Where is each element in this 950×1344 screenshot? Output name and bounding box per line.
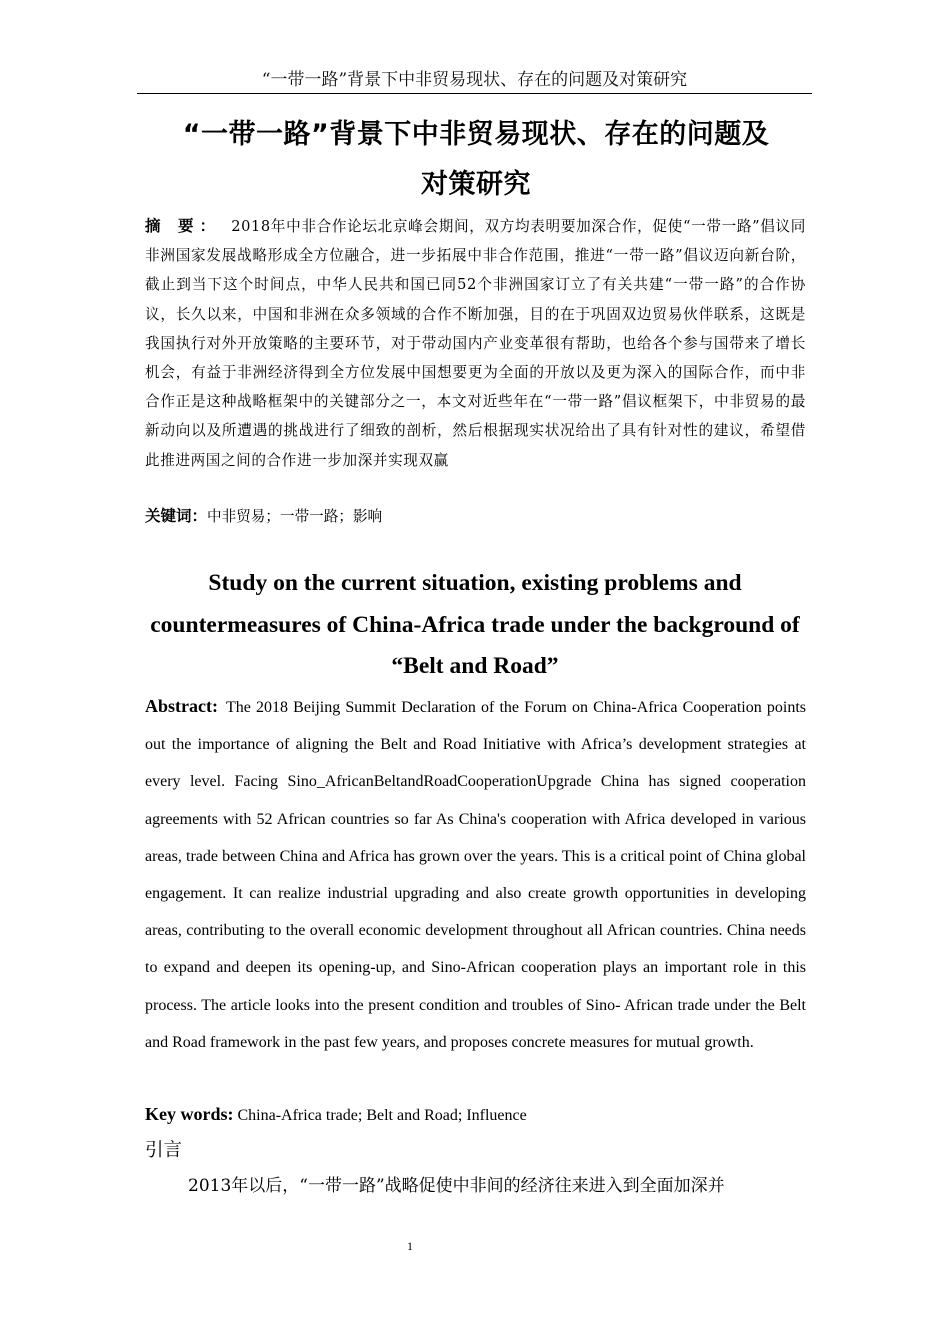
english-abstract	[145, 688, 806, 1061]
chinese-abstract-text: 2018年中非合作论坛北京峰会期间，双方均表明要加深合作，促使“一带一路”倡议同非洲国家发展战略形成全方位融合，进一步拓展中非合作范围，推进“一带一路”倡议迈向新台阶，截止到当下这个时间点，中华人民共和国已同52个非洲国家订立了有关共建“一带一路”的合作协议，长久以来，中国和非洲在众多领域的合作不断加强，目的在于巩固双边贸易伙伴联系，这既是我国执行对外开放策略的主要环节，对于带动国内产业变革很有帮助，也给各个参与国带来了增长机会，有益于非洲经济得到全方位发展中国想要更为全面的开放以及更为深入的国际合作，而中非合作正是这种战略框架中的关键部分之一，本文对近些年在“一带一路”倡议框架下，中非贸易的最新动向以及所遭遇的挑战进行了细致的剖析，然后根据现实状况给出了具有针对性的建议，希望借此推进两国之间的合作进一步加深并实现双赢	[145, 218, 806, 469]
introduction-heading: 引言	[145, 1140, 183, 1161]
chinese-keywords-text: 中非贸易；一带一路；影响	[207, 508, 383, 525]
chinese-keywords-label: 关键词：	[145, 507, 208, 525]
running-header	[137, 68, 812, 94]
english-abstract-text: The 2018 Beijing Summit Declaration of the Forum on China-Africa Cooperation points out the importance of aligning the Belt and Road Initiative with Africa’s development strategies at every level. Facing Sino_AfricanBeltandRoadCooperationUpgrade China has signed cooperation agreements with 52 African countries so far As China's cooperation with Africa developed in various areas, trade between China and Africa has grown over the years. This is a critical point of China global engagement. It can realize industrial upgrading and also create growth opportunities in developing areas, contributing to the overall economic development throughout all African countries. China needs to expand and deepen its opening-up, and Sino-African cooperation plays an important role in this process. The article looks into the present condition and troubles of Sino- African trade under the Belt and Road framework in the past few years, and proposes concrete measures for mutual growth.	[145, 699, 806, 1051]
chinese-title-line-1: “一带一路”背景下中非贸易现状、存在的问题及	[182, 119, 770, 150]
page-number: 1	[407, 1239, 413, 1253]
chinese-title	[140, 110, 812, 210]
english-abstract-label: Abstract:	[145, 696, 218, 716]
chinese-keywords	[145, 502, 806, 531]
introduction-paragraph: 2013年以后，“一带一路”战略促使中非间的经济往来进入到全面加深并	[188, 1176, 725, 1196]
english-keywords-text: China-Africa trade; Belt and Road; Influence	[237, 1107, 527, 1124]
english-title-line-3: “Belt and Road”	[391, 653, 559, 679]
english-title-line-1: Study on the current situation, existing problems and	[208, 570, 742, 596]
english-keywords-label: Key words:	[145, 1104, 234, 1124]
english-keywords	[145, 1100, 806, 1130]
english-title	[140, 563, 810, 688]
chinese-abstract	[145, 212, 806, 475]
running-header-title: “一带一路”背景下中非贸易现状、存在的问题及对策研究	[261, 70, 688, 90]
chinese-title-line-2: 对策研究	[421, 169, 531, 200]
english-title-line-2: countermeasures of China-Africa trade under the background of	[150, 611, 800, 638]
chinese-abstract-label: 摘 要：	[145, 217, 222, 235]
